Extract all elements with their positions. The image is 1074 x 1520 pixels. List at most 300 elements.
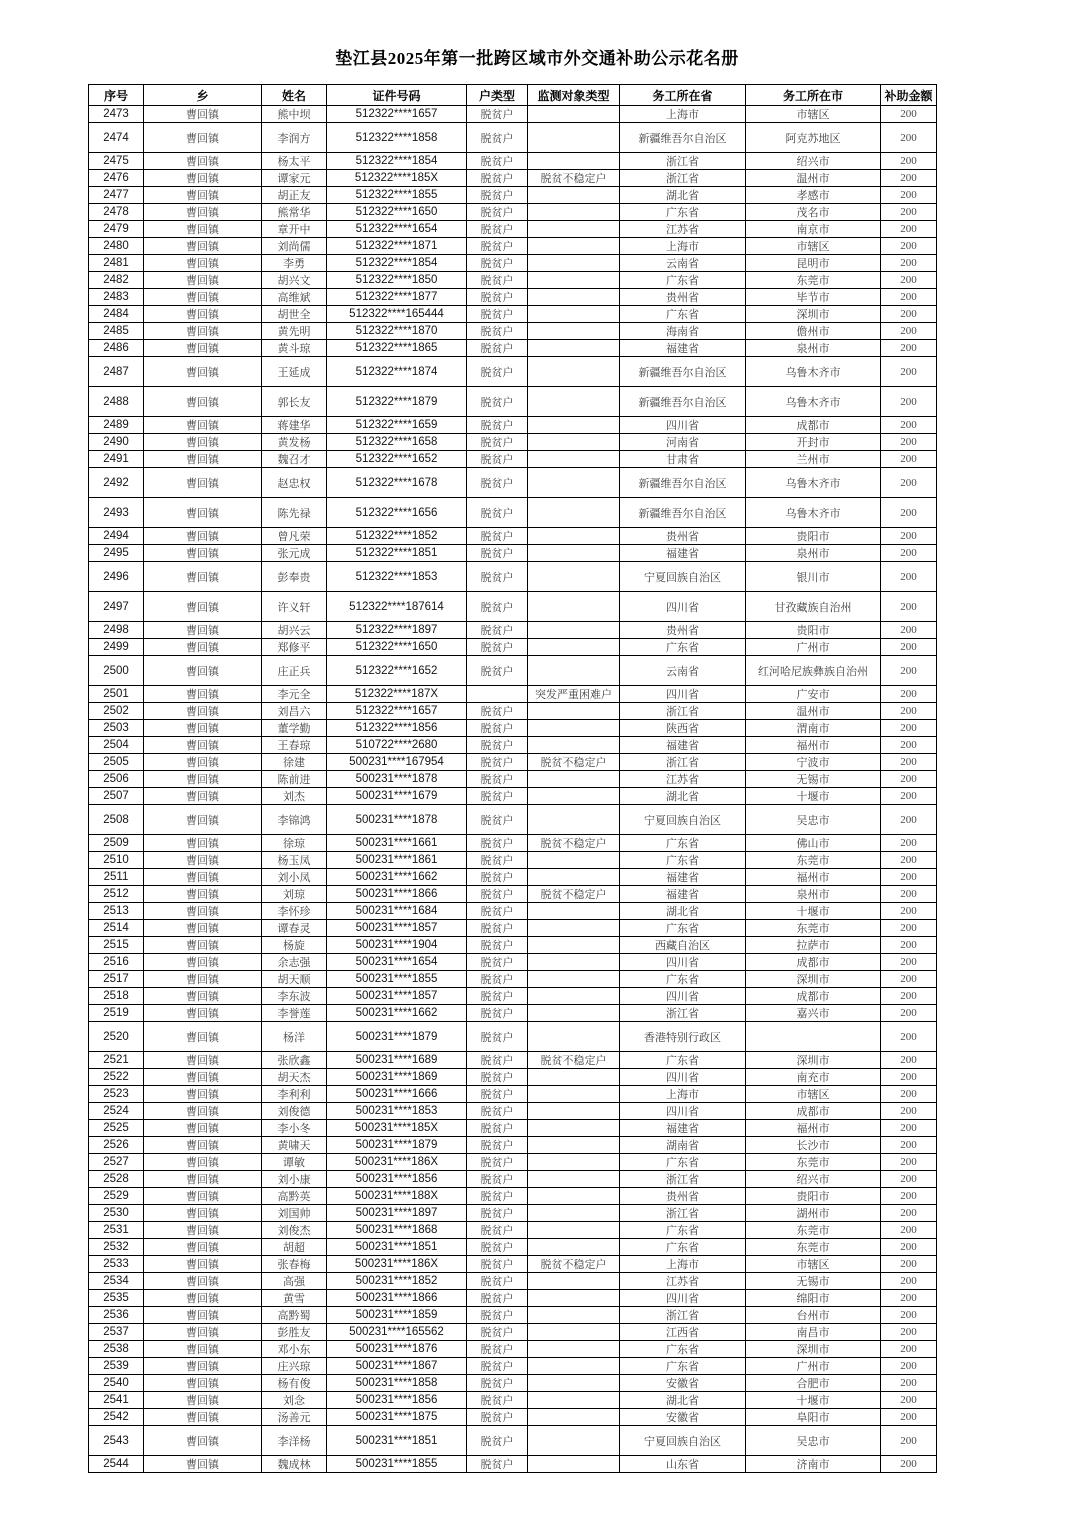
table-row [89,1086,937,1103]
table-row [89,771,937,788]
cell-province: 陕西省 [620,720,746,737]
cell-monitor [528,971,620,988]
cell-seq: 2499 [89,639,144,656]
cell-province: 广东省 [620,1341,746,1358]
cell-cert: 512322****1865 [327,340,467,357]
cell-name: 刘小康 [262,1171,327,1188]
cell-seq: 2501 [89,686,144,703]
cell-province: 广东省 [620,1052,746,1069]
cell-amount: 200 [881,1358,937,1375]
table-row [89,545,937,562]
cell-household: 脱贫户 [467,805,528,835]
cell-seq: 2512 [89,886,144,903]
cell-cert: 512322****1858 [327,123,467,153]
cell-name: 熊中坝 [262,106,327,123]
cell-cert: 512322****187614 [327,592,467,622]
cell-cert: 500231****1855 [327,971,467,988]
table-row [89,639,937,656]
cell-cert: 500231****1897 [327,1205,467,1222]
cell-monitor [528,903,620,920]
cell-province: 江苏省 [620,1273,746,1290]
cell-monitor [528,937,620,954]
cell-township: 曹回镇 [144,1239,262,1256]
cell-household: 脱贫户 [467,1456,528,1473]
table-row [89,954,937,971]
cell-cert: 512322****1879 [327,387,467,417]
cell-household: 脱贫户 [467,720,528,737]
cell-name: 刘俊杰 [262,1222,327,1239]
cell-amount: 200 [881,754,937,771]
cell-household: 脱贫户 [467,886,528,903]
cell-province: 广东省 [620,1222,746,1239]
cell-city: 东莞市 [746,1222,881,1239]
cell-household: 脱贫户 [467,788,528,805]
cell-province: 广东省 [620,1239,746,1256]
cell-cert: 500231****1869 [327,1069,467,1086]
cell-household: 脱贫户 [467,170,528,187]
cell-household: 脱贫户 [467,937,528,954]
cell-monitor [528,1188,620,1205]
cell-township: 曹回镇 [144,971,262,988]
cell-cert: 512322****1854 [327,255,467,272]
cell-city: 十堰市 [746,1392,881,1409]
cell-cert: 512322****1851 [327,545,467,562]
cell-cert: 512322****187X [327,686,467,703]
cell-name: 王延成 [262,357,327,387]
cell-monitor [528,417,620,434]
cell-township: 曹回镇 [144,1358,262,1375]
table-row [89,903,937,920]
cell-province: 广东省 [620,852,746,869]
cell-city: 兰州市 [746,451,881,468]
cell-province: 宁夏回族自治区 [620,805,746,835]
cell-seq: 2482 [89,272,144,289]
cell-township: 曹回镇 [144,920,262,937]
cell-amount: 200 [881,788,937,805]
cell-township: 曹回镇 [144,686,262,703]
table-row [89,788,937,805]
cell-name: 张欣鑫 [262,1052,327,1069]
cell-township: 曹回镇 [144,272,262,289]
cell-province: 湖南省 [620,1137,746,1154]
cell-township: 曹回镇 [144,788,262,805]
cell-city: 济南市 [746,1456,881,1473]
cell-monitor [528,737,620,754]
cell-household: 脱贫户 [467,238,528,255]
cell-seq: 2520 [89,1022,144,1052]
table-row [89,1375,937,1392]
cell-cert: 500231****1861 [327,852,467,869]
cell-city: 渭南市 [746,720,881,737]
table-row [89,417,937,434]
cell-seq: 2515 [89,937,144,954]
col-header-province: 务工所在省 [620,85,746,106]
cell-province: 新疆维吾尔自治区 [620,468,746,498]
cell-township: 曹回镇 [144,1341,262,1358]
cell-monitor [528,788,620,805]
cell-amount: 200 [881,1171,937,1188]
cell-name: 高强 [262,1273,327,1290]
cell-township: 曹回镇 [144,954,262,971]
table-row [89,340,937,357]
cell-amount: 200 [881,988,937,1005]
cell-cert: 500231****1868 [327,1222,467,1239]
cell-province: 浙江省 [620,1171,746,1188]
cell-amount: 200 [881,737,937,754]
cell-household: 脱贫户 [467,1171,528,1188]
cell-city: 市辖区 [746,1086,881,1103]
cell-city: 南充市 [746,1069,881,1086]
cell-township: 曹回镇 [144,1069,262,1086]
cell-household: 脱贫户 [467,306,528,323]
cell-cert: 500231****1684 [327,903,467,920]
cell-seq: 2487 [89,357,144,387]
cell-name: 王春琼 [262,737,327,754]
cell-household: 脱贫户 [467,903,528,920]
cell-seq: 2539 [89,1358,144,1375]
cell-township: 曹回镇 [144,639,262,656]
cell-household: 脱贫户 [467,737,528,754]
cell-city: 十堰市 [746,903,881,920]
table-row [89,1426,937,1456]
table-row [89,988,937,1005]
cell-cert: 500231****1661 [327,835,467,852]
cell-cert: 500231****1654 [327,954,467,971]
cell-name: 李小冬 [262,1120,327,1137]
cell-seq: 2473 [89,106,144,123]
cell-seq: 2516 [89,954,144,971]
cell-household: 脱贫户 [467,954,528,971]
cell-household: 脱贫户 [467,1239,528,1256]
cell-monitor [528,869,620,886]
cell-monitor [528,592,620,622]
cell-cert: 512322****1856 [327,720,467,737]
cell-amount: 200 [881,106,937,123]
cell-cert: 512322****1654 [327,221,467,238]
table-row [89,1341,937,1358]
cell-name: 黄雪 [262,1290,327,1307]
cell-amount: 200 [881,451,937,468]
cell-monitor: 脱贫不稳定户 [528,835,620,852]
cell-amount: 200 [881,937,937,954]
cell-city: 市辖区 [746,238,881,255]
table-row [89,754,937,771]
cell-household: 脱贫户 [467,1341,528,1358]
cell-seq: 2533 [89,1256,144,1273]
cell-city: 乌鲁木齐市 [746,468,881,498]
cell-city [746,1022,881,1052]
cell-monitor [528,306,620,323]
cell-city: 东莞市 [746,272,881,289]
cell-cert: 512322****1870 [327,323,467,340]
cell-province: 安徽省 [620,1409,746,1426]
cell-name: 胡世全 [262,306,327,323]
cell-household: 脱贫户 [467,622,528,639]
cell-monitor [528,1086,620,1103]
cell-name: 邓小东 [262,1341,327,1358]
cell-city: 温州市 [746,703,881,720]
cell-township: 曹回镇 [144,1005,262,1022]
cell-household: 脱贫户 [467,451,528,468]
cell-seq: 2478 [89,204,144,221]
cell-cert: 512322****1658 [327,434,467,451]
cell-province: 江西省 [620,1324,746,1341]
cell-household: 脱贫户 [467,639,528,656]
cell-seq: 2480 [89,238,144,255]
table-row [89,622,937,639]
cell-cert: 500231****186X [327,1256,467,1273]
cell-city: 东莞市 [746,1154,881,1171]
cell-monitor [528,1358,620,1375]
cell-city: 东莞市 [746,852,881,869]
cell-monitor [528,1069,620,1086]
cell-name: 刘琼 [262,886,327,903]
cell-name: 杨玉凤 [262,852,327,869]
cell-city: 广安市 [746,686,881,703]
cell-city: 茂名市 [746,204,881,221]
cell-province: 广东省 [620,639,746,656]
cell-township: 曹回镇 [144,221,262,238]
cell-amount: 200 [881,1409,937,1426]
cell-monitor [528,434,620,451]
cell-monitor [528,123,620,153]
cell-amount: 200 [881,1052,937,1069]
cell-province: 广东省 [620,920,746,937]
cell-township: 曹回镇 [144,153,262,170]
cell-household: 脱贫户 [467,153,528,170]
cell-monitor [528,387,620,417]
cell-seq: 2488 [89,387,144,417]
cell-cert: 500231****1856 [327,1392,467,1409]
cell-name: 胡天杰 [262,1069,327,1086]
cell-name: 李东波 [262,988,327,1005]
cell-amount: 200 [881,954,937,971]
cell-seq: 2475 [89,153,144,170]
cell-township: 曹回镇 [144,1290,262,1307]
cell-cert: 500231****1851 [327,1426,467,1456]
cell-city: 绵阳市 [746,1290,881,1307]
cell-cert: 500231****1875 [327,1409,467,1426]
cell-monitor [528,528,620,545]
col-header-township: 乡 [144,85,262,106]
cell-province: 云南省 [620,656,746,686]
cell-seq: 2502 [89,703,144,720]
cell-province: 湖北省 [620,1392,746,1409]
table-row [89,1239,937,1256]
cell-city: 市辖区 [746,106,881,123]
cell-name: 李元全 [262,686,327,703]
cell-province: 浙江省 [620,1205,746,1222]
cell-name: 李润方 [262,123,327,153]
cell-monitor [528,1137,620,1154]
cell-province: 福建省 [620,737,746,754]
cell-monitor [528,106,620,123]
cell-name: 杨有俊 [262,1375,327,1392]
cell-household: 脱贫户 [467,771,528,788]
cell-seq: 2497 [89,592,144,622]
cell-household: 脱贫户 [467,323,528,340]
cell-province: 贵州省 [620,1188,746,1205]
cell-township: 曹回镇 [144,1205,262,1222]
cell-city: 成都市 [746,1103,881,1120]
cell-household: 脱贫户 [467,272,528,289]
col-header-name: 姓名 [262,85,327,106]
cell-province: 河南省 [620,434,746,451]
cell-household: 脱贫户 [467,545,528,562]
cell-cert: 500231****1855 [327,1456,467,1473]
table-row [89,686,937,703]
table-row [89,1069,937,1086]
cell-name: 汤善元 [262,1409,327,1426]
cell-seq: 2529 [89,1188,144,1205]
cell-amount: 200 [881,1137,937,1154]
cell-city: 深圳市 [746,306,881,323]
cell-province: 云南省 [620,255,746,272]
cell-cert: 500231****1879 [327,1022,467,1052]
cell-city: 拉萨市 [746,937,881,954]
cell-province: 四川省 [620,988,746,1005]
cell-seq: 2476 [89,170,144,187]
cell-seq: 2481 [89,255,144,272]
cell-city: 乌鲁木齐市 [746,498,881,528]
cell-name: 刘念 [262,1392,327,1409]
cell-province: 湖北省 [620,903,746,920]
table-row [89,656,937,686]
cell-township: 曹回镇 [144,255,262,272]
cell-name: 郭长友 [262,387,327,417]
cell-cert: 500231****1867 [327,1358,467,1375]
cell-name: 庄兴琼 [262,1358,327,1375]
table-header-row [89,85,937,106]
table-row [89,835,937,852]
cell-seq: 2484 [89,306,144,323]
cell-monitor [528,852,620,869]
cell-monitor [528,639,620,656]
cell-cert: 500231****165562 [327,1324,467,1341]
cell-province: 福建省 [620,545,746,562]
cell-name: 杨太平 [262,153,327,170]
cell-seq: 2525 [89,1120,144,1137]
cell-cert: 512322****185X [327,170,467,187]
cell-seq: 2542 [89,1409,144,1426]
cell-household: 脱贫户 [467,835,528,852]
cell-name: 黄斗琼 [262,340,327,357]
cell-household: 脱贫户 [467,498,528,528]
cell-seq: 2495 [89,545,144,562]
cell-city: 阜阳市 [746,1409,881,1426]
cell-seq: 2498 [89,622,144,639]
cell-cert: 500231****1857 [327,920,467,937]
cell-cert: 512322****1652 [327,656,467,686]
cell-monitor [528,1239,620,1256]
cell-household: 脱贫户 [467,852,528,869]
cell-amount: 200 [881,153,937,170]
cell-province: 贵州省 [620,528,746,545]
cell-township: 曹回镇 [144,340,262,357]
cell-province: 江苏省 [620,221,746,238]
cell-city: 昆明市 [746,255,881,272]
cell-province: 浙江省 [620,1005,746,1022]
cell-amount: 200 [881,387,937,417]
cell-amount: 200 [881,1256,937,1273]
cell-household: 脱贫户 [467,1005,528,1022]
table-row [89,703,937,720]
cell-township: 曹回镇 [144,204,262,221]
cell-name: 张春梅 [262,1256,327,1273]
cell-amount: 200 [881,498,937,528]
table-row [89,468,937,498]
cell-name: 杨洋 [262,1022,327,1052]
cell-township: 曹回镇 [144,357,262,387]
cell-city: 南昌市 [746,1324,881,1341]
cell-name: 刘国帅 [262,1205,327,1222]
cell-monitor [528,545,620,562]
cell-seq: 2528 [89,1171,144,1188]
cell-seq: 2524 [89,1103,144,1120]
table-row [89,971,937,988]
cell-amount: 200 [881,1375,937,1392]
cell-amount: 200 [881,703,937,720]
cell-cert: 512322****165444 [327,306,467,323]
table-row [89,1456,937,1473]
cell-household: 脱贫户 [467,340,528,357]
cell-cert: 500231****1856 [327,1171,467,1188]
cell-seq: 2486 [89,340,144,357]
cell-township: 曹回镇 [144,1171,262,1188]
cell-city: 广州市 [746,639,881,656]
cell-name: 刘俊德 [262,1103,327,1120]
cell-cert: 512322****1657 [327,106,467,123]
cell-amount: 200 [881,204,937,221]
cell-cert: 510722****2680 [327,737,467,754]
cell-seq: 2527 [89,1154,144,1171]
cell-household: 脱贫户 [467,1022,528,1052]
cell-city: 十堰市 [746,788,881,805]
cell-seq: 2537 [89,1324,144,1341]
cell-township: 曹回镇 [144,1273,262,1290]
cell-name: 刘杰 [262,788,327,805]
cell-province: 浙江省 [620,170,746,187]
cell-city: 福州市 [746,1120,881,1137]
cell-township: 曹回镇 [144,886,262,903]
cell-province: 四川省 [620,1069,746,1086]
cell-city: 广州市 [746,1358,881,1375]
cell-township: 曹回镇 [144,187,262,204]
cell-amount: 200 [881,434,937,451]
cell-amount: 200 [881,1307,937,1324]
cell-cert: 512322****1650 [327,639,467,656]
cell-amount: 200 [881,1222,937,1239]
cell-seq: 2491 [89,451,144,468]
cell-city: 泉州市 [746,545,881,562]
cell-monitor [528,920,620,937]
cell-name: 李锦鸿 [262,805,327,835]
cell-monitor [528,255,620,272]
cell-city: 深圳市 [746,1052,881,1069]
cell-cert: 512322****1853 [327,562,467,592]
cell-township: 曹回镇 [144,289,262,306]
table-row [89,123,937,153]
cell-city: 东莞市 [746,920,881,937]
cell-city: 市辖区 [746,1256,881,1273]
cell-name: 谭家元 [262,170,327,187]
cell-amount: 200 [881,221,937,238]
cell-name: 余志强 [262,954,327,971]
cell-city: 温州市 [746,170,881,187]
cell-city: 乌鲁木齐市 [746,387,881,417]
cell-province: 浙江省 [620,1307,746,1324]
cell-province: 香港特别行政区 [620,1022,746,1052]
